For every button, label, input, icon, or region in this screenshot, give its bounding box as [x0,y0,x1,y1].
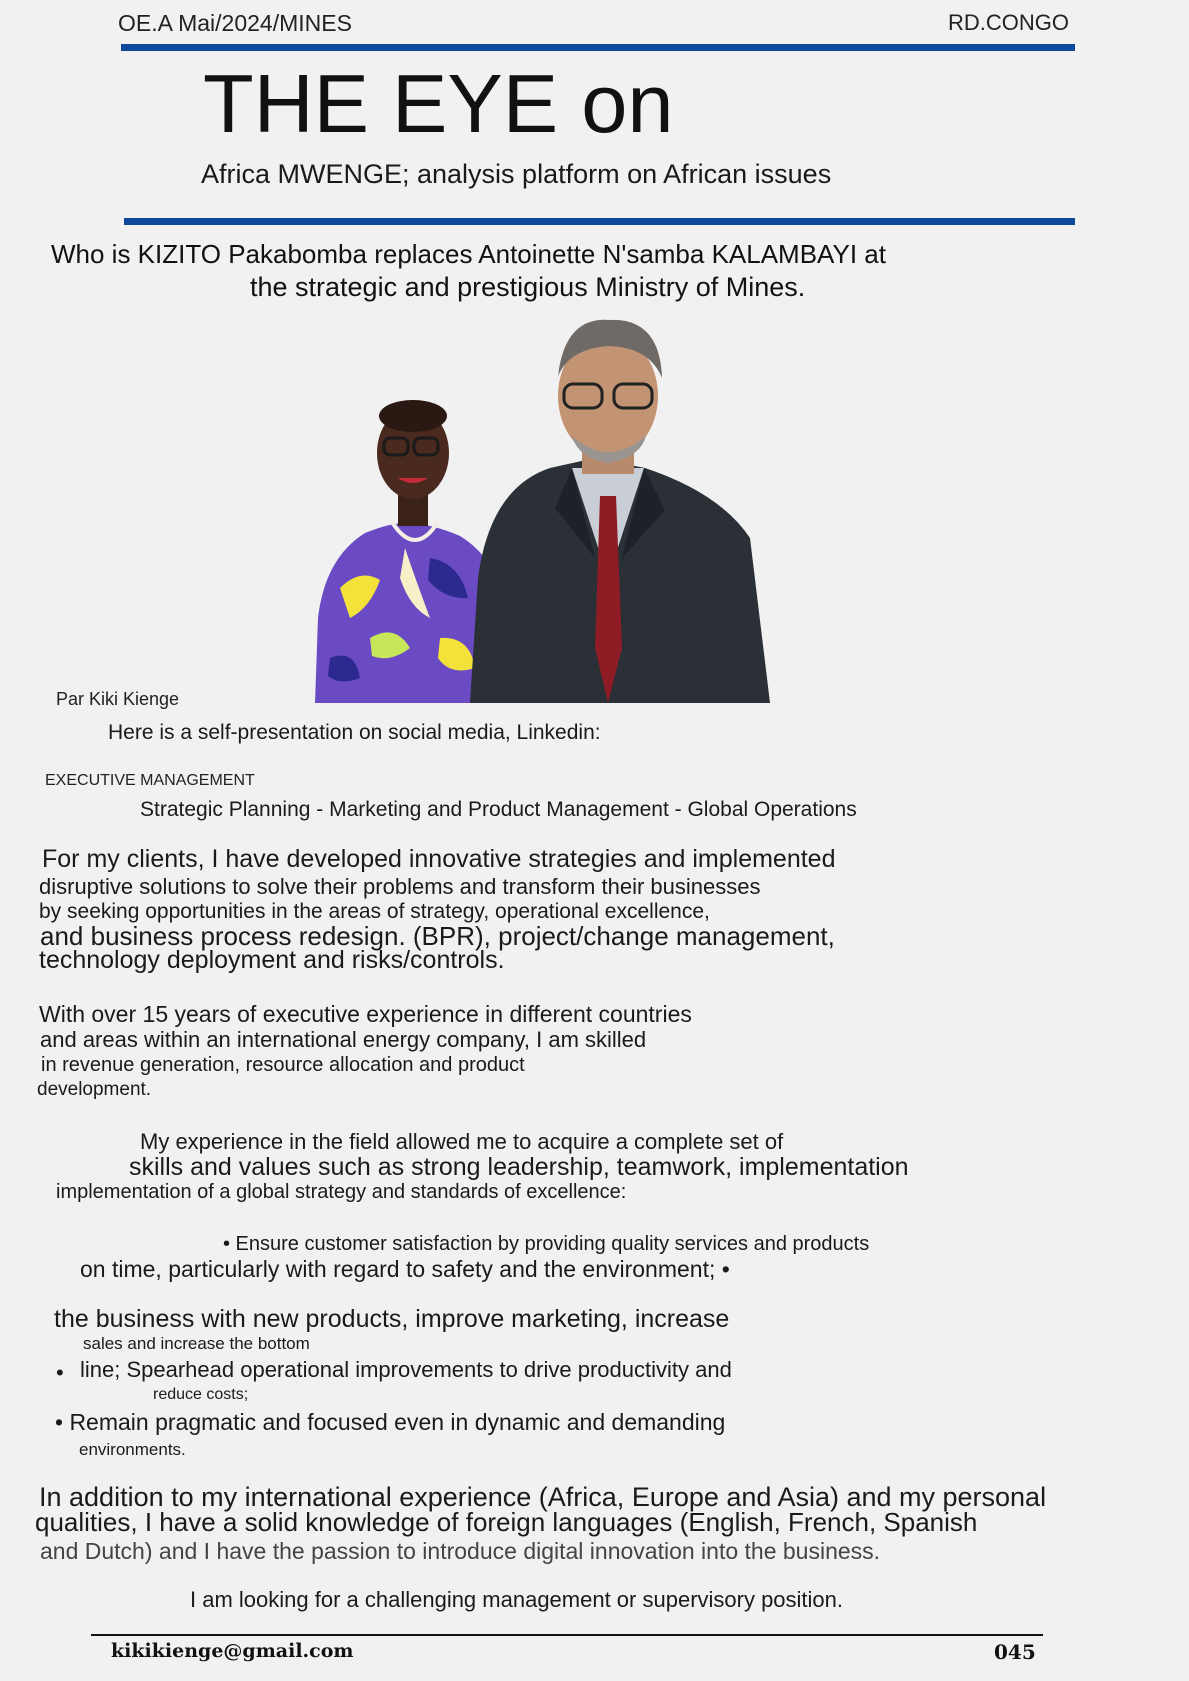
bullet-2-line-1: the business with new products, improve marketing, increase [54,1305,730,1333]
para4-line-3: and Dutch) and I have the passion to introduce digital innovation into the business. [40,1538,881,1564]
bullet-3-line-1: line; Spearhead operational improvements to drive productivity and [80,1357,732,1382]
header-rule-top [121,44,1075,51]
bullet-1-line-2: on time, particularly with regard to safety and the environment; • [80,1256,730,1282]
bullet-3-line-2: reduce costs; [153,1386,249,1403]
para1-line-4: and business process redesign. (BPR), project/change management, [40,921,835,951]
para4-line-1: In addition to my international experience (Africa, Europe and Asia) and my personal [39,1482,1047,1512]
masthead-subtitle: Africa MWENGE; analysis platform on African issues [201,159,832,189]
intro-line: Here is a self-presentation on social media, Linkedin: [108,721,601,744]
bullet-2-line-2: sales and increase the bottom [83,1334,310,1353]
para2-line-4: development. [37,1079,152,1100]
man-figure [470,320,770,703]
para3-line-3: implementation of a global strategy and standards of excellence: [56,1181,627,1203]
para3-line-2: skills and values such as strong leadership, teamwork, implementation [129,1153,909,1181]
footer-rule [91,1634,1043,1636]
headline-line-2: the strategic and prestigious Ministry of Mines. [250,272,806,302]
section-label: EXECUTIVE MANAGEMENT [45,772,255,789]
bullet-1-line-1: • Ensure customer satisfaction by providing quality services and products [223,1233,870,1255]
footer-email: kikikienge@gmail.com [111,1640,354,1662]
para1-line-3: by seeking opportunities in the areas of strategy, operational excellence, [39,900,710,923]
page-number: 045 [994,1640,1036,1664]
country-label: RD.CONGO [948,10,1069,35]
officials-photo [310,318,835,703]
para1-line-2: disruptive solutions to solve their problems and transform their businesses [39,874,761,899]
para2-line-3: in revenue generation, resource allocation and product [41,1054,525,1076]
issue-reference: OE.A Mai/2024/MINES [118,10,352,36]
para4-line-2: qualities, I have a solid knowledge of foreign languages (English, French, Spanish [35,1507,978,1537]
para3-line-1: My experience in the field allowed me to acquire a complete set of [140,1129,784,1154]
bullet-4-line-2: environments. [79,1440,186,1459]
closing-line: I am looking for a challenging management or supervisory position. [190,1587,844,1612]
byline: Par Kiki Kienge [56,689,180,709]
header-rule-bottom [124,218,1075,225]
bullet-3-marker: • [56,1360,64,1385]
para2-line-1: With over 15 years of executive experience in different countries [39,1001,692,1027]
masthead-title: THE EYE on [203,57,674,150]
para1-line-1: For my clients, I have developed innovative strategies and implemented [42,845,836,873]
para2-line-2: and areas within an international energy company, I am skilled [40,1027,647,1052]
specialties-line: Strategic Planning - Marketing and Product Management - Global Operations [140,798,857,821]
para1-line-5: technology deployment and risks/controls. [39,946,505,974]
bullet-4-line-1: • Remain pragmatic and focused even in dynamic and demanding [55,1409,726,1435]
headline-line-1: Who is KIZITO Pakabomba replaces Antoinette N'samba KALAMBAYI at [51,239,886,269]
